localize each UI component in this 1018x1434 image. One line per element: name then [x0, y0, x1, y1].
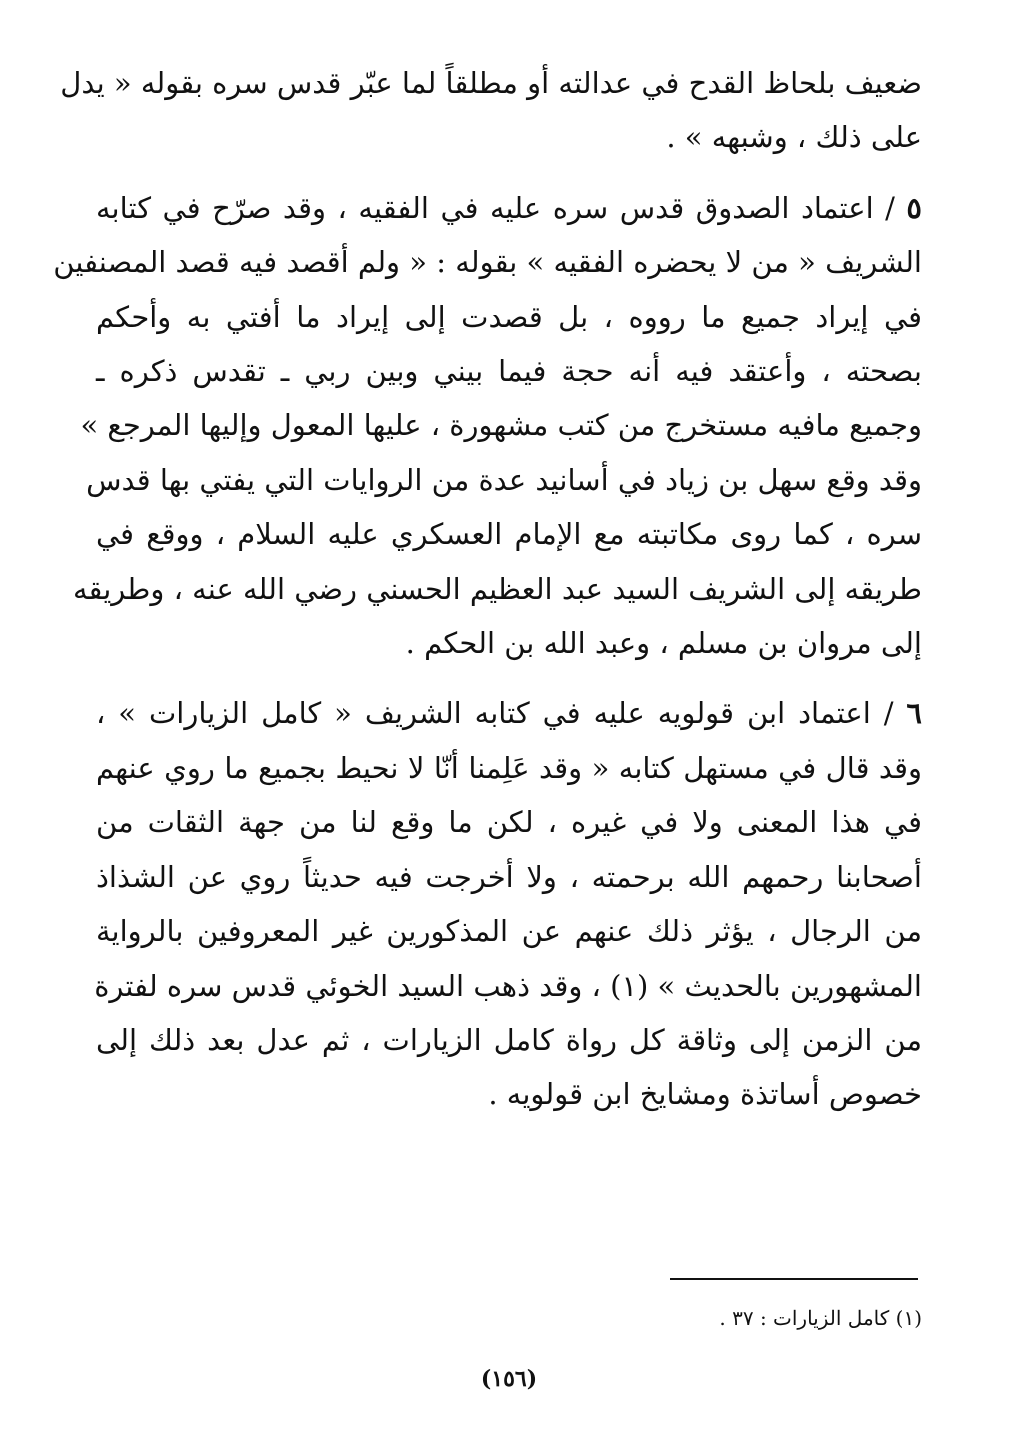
paragraph-number: ٥: [906, 190, 922, 225]
text-line: ضعيف بلحاظ القدح في عدالته أو مطلقاً لما عبّر قدس سره بقوله « يدل: [60, 66, 922, 100]
text-line: الشريف « من لا يحضره الفقيه » بقوله : « ولم أقصد فيه قصد المصنفين: [53, 245, 922, 280]
text-line: بصحته ، وأعتقد فيه أنه حجة فيما بيني وبين ربي ـ تقدس ذكره ـ: [96, 354, 922, 389]
body-text: [53, 56, 922, 1122]
text-line-rest: / اعتماد الصدوق قدس سره عليه في الفقيه ، وقد صرّح في كتابه: [96, 190, 907, 225]
text-line: في هذا المعنى ولا في غيره ، لكن ما وقع لنا من جهة الثقات من: [96, 805, 922, 840]
text-line: من الرجال ، يؤثر ذلك عنهم عن المذكورين غير المعروفين بالرواية: [96, 914, 922, 949]
text-line: من الزمن إلى وثاقة كل رواة كامل الزيارات ، ثم عدل بعد ذلك إلى: [96, 1022, 922, 1057]
text-line: [96, 181, 922, 235]
text-line: إلى مروان بن مسلم ، وعبد الله بن الحكم .: [405, 626, 922, 661]
text-line: وقد وقع سهل بن زياد في أسانيد عدة من الروايات التي يفتي بها قدس: [86, 462, 922, 497]
text-line: على ذلك ، وشبهه » .: [666, 120, 922, 155]
text-line: خصوص أساتذة ومشايخ ابن قولويه .: [488, 1077, 922, 1112]
text-line: سره ، كما روى مكاتبته مع الإمام العسكري عليه السلام ، ووقع في: [96, 517, 922, 552]
text-line: وجميع مافيه مستخرج من كتب مشهورة ، عليها المعول وإليها المرجع »: [80, 408, 922, 443]
footnote: (١) كامل الزيارات : ٣٧ .: [719, 1306, 922, 1330]
text-line: المشهورين بالحديث » (١) ، وقد ذهب السيد الخوئي قدس سره لفترة: [94, 968, 922, 1003]
text-line-rest: / اعتماد ابن قولويه عليه في كتابه الشريف « كامل الزيارات » ،: [96, 696, 907, 731]
text-line: [96, 686, 922, 740]
paragraph-number: ٦: [906, 696, 922, 731]
footnote-separator: [670, 1278, 918, 1280]
paragraph-1: [60, 56, 922, 165]
paragraph-5: [53, 181, 922, 671]
text-line: أصحابنا رحمهم الله برحمته ، ولا أخرجت فيه حديثاً روي عن الشذاذ: [96, 859, 922, 894]
page-number: (١٥٦): [480, 1366, 538, 1392]
text-line: وقد قال في مستهل كتابه « وقد عَلِمنا أنّا لا نحيط بجميع ما روي عنهم: [96, 750, 922, 785]
text-line: طريقه إلى الشريف السيد عبد العظيم الحسني رضي الله عنه ، وطريقه: [72, 571, 922, 606]
paragraph-6: [96, 686, 922, 1121]
text-line: في إيراد جميع ما رووه ، بل قصدت إلى إيراد ما أفتي به وأحكم: [96, 299, 922, 334]
